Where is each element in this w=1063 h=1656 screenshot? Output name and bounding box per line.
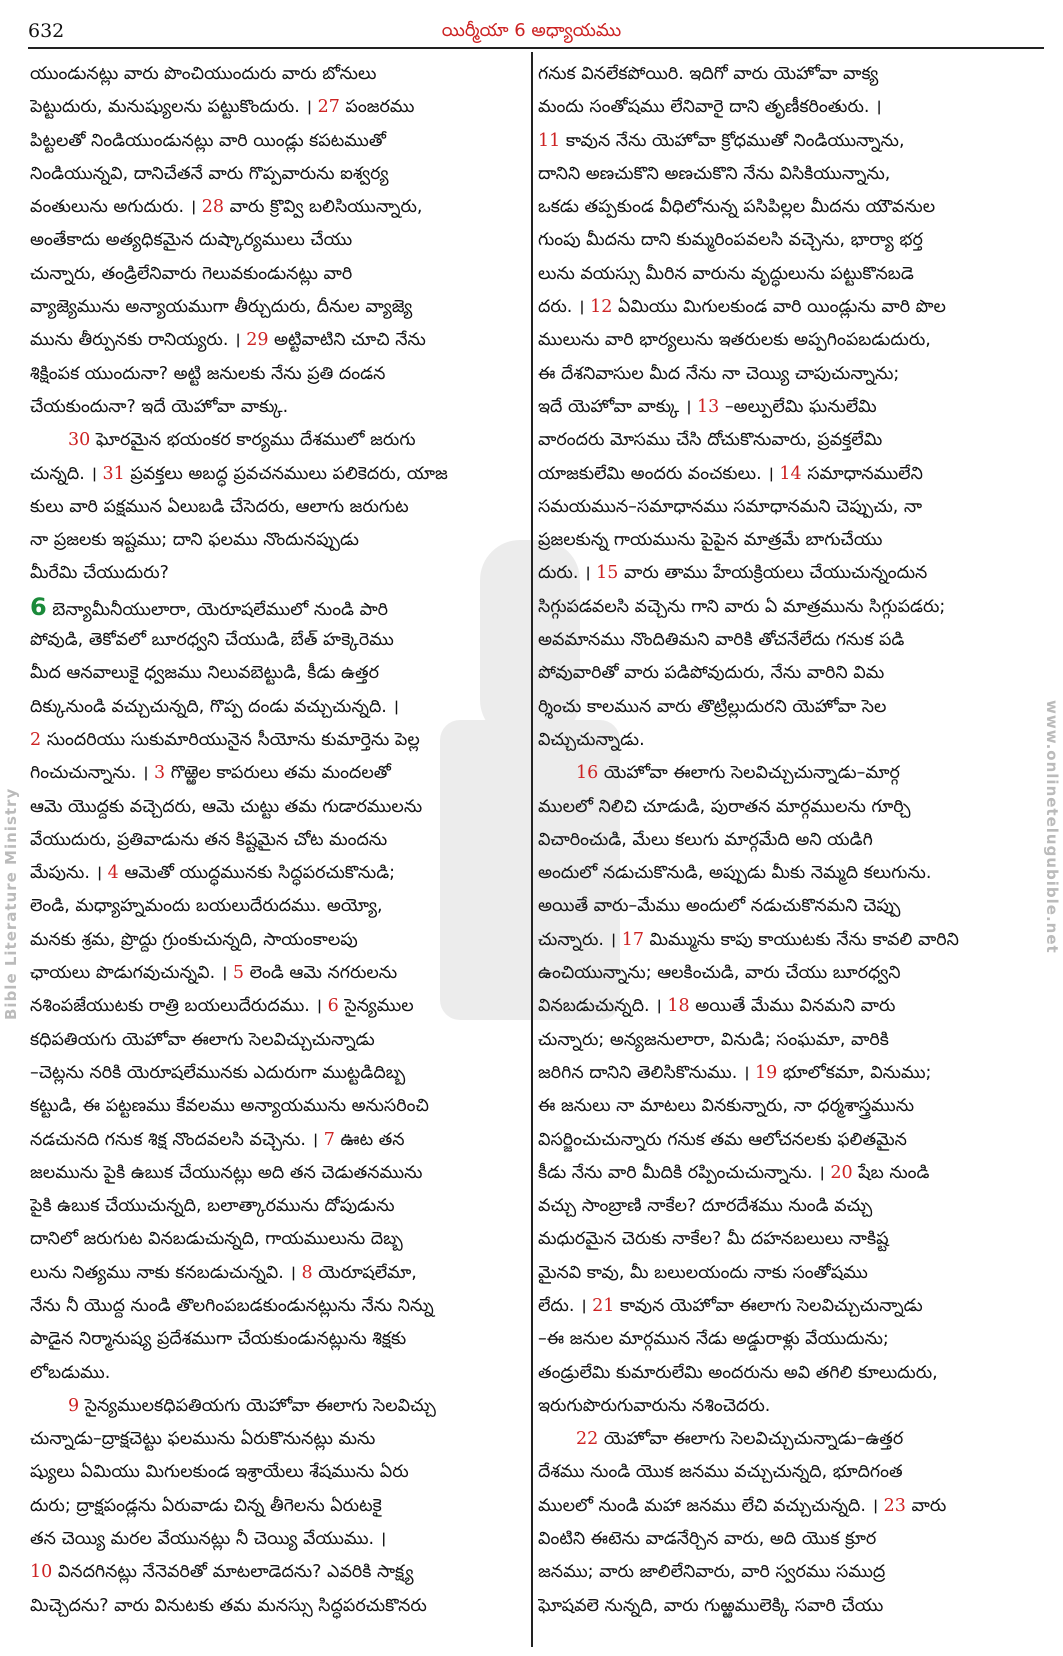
text-line	[30, 857, 530, 890]
line-text: ర్శించు కాలమున వారు తొట్రిల్లుదురని యెహోవా సెల	[538, 696, 887, 717]
text-line	[538, 391, 1038, 424]
line-text: కులు వారి పక్షమున ఏలుబడి చేసెదరు, ఆలాగు జరుగుట	[30, 496, 409, 517]
line-text: కధిపతియగు యెహోవా ఈలాగు సెలవిచ్చుచున్నాడు	[30, 1029, 375, 1050]
text-line	[30, 1157, 530, 1190]
line-text: ఏమియు మిగులకుండ వారి యిండ్లును వారి పొల	[612, 297, 946, 318]
text-line	[30, 191, 530, 224]
text-line	[538, 1423, 1038, 1456]
line-text: అయితే మేము వినమని వారు	[689, 996, 896, 1017]
text-line	[538, 1456, 1038, 1489]
line-text: సుందరియు సుకుమారియునైన సీయోను కుమార్తెను పెల్ల	[41, 729, 420, 750]
text-line	[538, 1223, 1038, 1256]
line-text: ఈ జనులు నా మాటలు వినకున్నారు, నా ధర్మశాస్త్రమును	[538, 1096, 915, 1117]
line-text: యెరూషలేమా,	[312, 1262, 417, 1283]
text-line	[30, 1257, 530, 1290]
line-text: వేయుదురు, ప్రతివాడును తన కిష్టమైన చోట మందను	[30, 829, 388, 850]
line-text: ఘోషవలె నున్నది, వారు గుఱ్ఱములెక్కి సవారి చేయు	[538, 1595, 884, 1616]
text-line	[538, 424, 1038, 457]
line-text: విచ్చుచున్నాడు.	[538, 729, 645, 750]
text-line	[30, 1590, 530, 1623]
line-text: వారు	[905, 1495, 947, 1516]
line-text: చున్నారు, తండ్రిలేనివారు గెలువకుండునట్లు వారి	[30, 263, 353, 284]
line-text: అంతేకాదు అత్యధికమైన దుష్కార్యములు చేయు	[30, 230, 353, 251]
line-text: తండ్రులేమి కుమారులేమి అందరును అవి తగిలి కూలుదురు,	[538, 1362, 938, 1383]
text-line	[538, 957, 1038, 990]
header-divider	[28, 47, 1044, 49]
verse-number: 29	[246, 330, 269, 351]
line-text: జనము; వారు జాలిలేనివారు, వారి స్వరము సముద్ర	[538, 1562, 886, 1583]
side-label-left: Bible Literature Ministry	[2, 787, 20, 1020]
line-text: ములలో నుండి మహా జనము లేచి వచ్చుచున్నది. ।	[538, 1495, 884, 1516]
line-text: పాడైన నిర్మానుష్య ప్రదేశముగా చేయకుండునట్లును శిక్షకు	[30, 1329, 407, 1350]
line-text: విసర్జించుచున్నారు గనుక తమ ఆలోచనలకు ఫలితమైన	[538, 1129, 907, 1150]
line-text: కట్టుడి, ఈ పట్టణము కేవలము అన్యాయమును అనుసరించి	[30, 1096, 429, 1117]
text-line	[538, 1323, 1038, 1356]
text-line	[538, 724, 1038, 757]
text-line	[30, 58, 530, 91]
line-text: ఛాయలు పొడుగవుచున్నవి. ।	[30, 963, 233, 984]
line-text: చున్నది. ।	[30, 463, 103, 484]
chapter-title: యిర్మీయా 6 అధ్యాయము	[441, 20, 622, 41]
line-text: పోవుడి, తెకోవలో బూరధ్వని చేయుడి, బేత్ హక్కెరెము	[30, 630, 394, 651]
text-line	[30, 1057, 530, 1090]
text-line	[30, 890, 530, 923]
text-line	[30, 1357, 530, 1390]
line-text: వారు క్రొవ్వి బలిసియున్నారు,	[224, 197, 423, 218]
text-line	[30, 1456, 530, 1489]
line-text: –అల్పులేమి ఘనులేమి	[719, 396, 877, 417]
verse-number: 30	[68, 430, 91, 451]
line-text: ఊట తన	[334, 1129, 405, 1150]
line-text: వచ్చు సాంబ్రాణి నాకేల? దూరదేశము నుండి వచ్చు	[538, 1196, 873, 1217]
text-line	[538, 1490, 1038, 1523]
text-line	[30, 691, 530, 724]
text-line	[538, 591, 1038, 624]
side-label-right: www.onlinetelugubible.net	[1043, 700, 1061, 954]
text-line	[30, 1290, 530, 1323]
line-text: అయితే వారు–మేము అందులో నడుచుకొనమని చెప్పు	[538, 896, 901, 917]
line-text: చున్నాడు–ద్రాక్షచెట్టు ఫలమును ఏరుకొనునట్లు మను	[30, 1429, 376, 1450]
line-text: యెహోవా ఈలాగు సెలవిచ్చుచున్నాడు–ఉత్తర	[598, 1429, 904, 1450]
text-line	[30, 291, 530, 324]
line-text: లెండి ఆమె నగరులను	[244, 963, 398, 984]
text-line	[30, 557, 530, 590]
text-line	[30, 1024, 530, 1057]
text-line	[30, 1556, 530, 1589]
text-line	[538, 691, 1038, 724]
line-text: పెట్టుదురు, మనుష్యులను పట్టుకొందురు. ।	[30, 97, 318, 118]
line-text: ములలో నిలిచి చూడుడి, పురాతన మార్గములను గూర్చి	[538, 796, 911, 817]
line-text: దానిలో జరుగుట వినబడుచున్నది, గాయములును దెబ్బ	[30, 1229, 403, 1250]
line-text: లెండి, మధ్యాహ్నమందు బయలుదేరుదము. అయ్యో,	[30, 896, 383, 917]
line-text: చున్నారు; అన్యజనులారా, వినుడి; సంఘమా, వారికి	[538, 1029, 889, 1050]
line-text: అట్టివాటిని చూచి నేను	[268, 330, 426, 351]
line-text: తన చెయ్యి మరల వేయునట్లు నీ చెయ్యి వేయుము. ।	[30, 1529, 387, 1550]
line-text: ములును వారి భార్యలును ఇతరులకు అప్పగింపబడుదురు,	[538, 330, 931, 351]
text-line	[538, 1357, 1038, 1390]
line-text: –చెట్లను నరికి యెరూషలేమునకు ఎదురుగా ముట్టడిదిబ్బ	[30, 1062, 406, 1083]
line-text: దురు; ద్రాక్షపండ్లను ఏరువాడు చిన్న తీగెలను ఏరుటకై	[30, 1495, 382, 1516]
line-text: మనకు శ్రమ, ప్రొద్దు గ్రుంకుచున్నది, సాయంకాలపు	[30, 929, 358, 950]
text-line	[30, 757, 530, 790]
text-line	[538, 1124, 1038, 1157]
line-text: వారు తాము హేయక్రియలు చేయుచున్నందున	[618, 563, 928, 584]
verse-number: 22	[576, 1429, 599, 1450]
line-text: దరు. ।	[538, 297, 591, 318]
text-line	[538, 1190, 1038, 1223]
line-text: సైన్యముల	[338, 996, 414, 1017]
line-text: వినబడుచున్నది. ।	[538, 996, 668, 1017]
text-line	[30, 324, 530, 357]
line-text: మిమ్మును కాపు కాయుటకు నేను కావలి వారిని	[643, 929, 959, 950]
text-line	[538, 224, 1038, 257]
line-text: పోవువారితో వారు పడిపోవుదురు, నేను వారిని విమ	[538, 663, 885, 684]
line-text: విచారించుడి, మేలు కలుగు మార్గమేది అని యడిగి	[538, 829, 873, 850]
verse-number: 18	[667, 996, 690, 1017]
text-line	[30, 258, 530, 291]
line-text: దురు. ।	[538, 563, 597, 584]
line-text: గుంపు మీదను దాని కుమ్మరింపవలసి వచ్చెను, భార్యా భర్త	[538, 230, 923, 251]
line-text: గించుచున్నాను. ।	[30, 763, 155, 784]
line-text: వంతులును అగుదురు. ।	[30, 197, 202, 218]
verse-number: 3	[154, 763, 166, 784]
text-line	[538, 1390, 1038, 1423]
line-text: పంజరము	[339, 97, 415, 118]
line-text: యాజకులేమి అందరు వంచకులు. ।	[538, 463, 780, 484]
text-line	[538, 324, 1038, 357]
page-number: 632	[28, 20, 65, 42]
verse-number: 9	[68, 1395, 80, 1416]
line-text: వినదగినట్లు నేనెవరితో మాటలాడెదను? ఎవరికి సాక్ష్య	[52, 1562, 414, 1583]
line-text: కీడు నేను వారి మీదికి రప్పించుచున్నాను. ।	[538, 1162, 831, 1183]
text-line	[538, 824, 1038, 857]
line-text: జరిగిన దానిని తెలిసికొనుము. ।	[538, 1062, 756, 1083]
line-text: లును నిత్యము నాకు కనబడుచున్నవి. ।	[30, 1262, 302, 1283]
page-header	[0, 0, 1063, 44]
text-line	[538, 191, 1038, 224]
line-text: యెహోవా ఈలాగు సెలవిచ్చుచున్నాడు–మార్గ	[598, 763, 900, 784]
line-text: మీరేమి చేయుదురు?	[30, 563, 169, 584]
text-line	[538, 757, 1038, 790]
verse-number: 27	[317, 97, 340, 118]
line-text: వ్యాజ్యెమును అన్యాయముగా తీర్చుదురు, దీనుల వ్యాజ్యె	[30, 297, 413, 318]
line-text: నిండియున్నవి, దానిచేతనే వారు గొప్పవారును ఐశ్వర్య	[30, 163, 389, 184]
line-text: ఆమెతో యుద్ధమునకు సిద్ధపరచుకొనుడి;	[118, 863, 396, 884]
text-line	[538, 524, 1038, 557]
text-line	[538, 1523, 1038, 1556]
text-line	[538, 624, 1038, 657]
verse-number: 20	[830, 1162, 853, 1183]
line-text: భూలోకమా, వినుము;	[777, 1062, 932, 1083]
line-text: గొఱ్ఱెల కాపరులు తమ మందలతో	[165, 763, 391, 784]
text-line	[538, 158, 1038, 191]
line-text: యుండునట్లు వారు పొంచియుందురు వారు బోనులు	[30, 64, 377, 84]
text-line	[30, 657, 530, 690]
line-text: అవమానము నొందితిమని వారికి తోచనేలేదు గనుక పడి	[538, 630, 905, 651]
line-text: బెన్యామీనీయులారా, యెరూషలేములో నుండి పారి	[46, 599, 388, 620]
line-text: చేయకుందునా? ఇదే యెహోవా వాక్కు.	[30, 396, 289, 417]
line-text: మీద ఆనవాలుకై ధ్వజము నిలువబెట్టుడి, కీడు ఉత్తర	[30, 663, 379, 684]
line-text: అందులో నడుచుకొనుడి, అప్పుడు మీకు నెమ్మది కలుగును.	[538, 863, 932, 884]
line-text: ప్రవక్తలు అబద్ధ ప్రవచనములు పలికెదరు, యాజ	[124, 463, 448, 484]
text-line	[30, 1124, 530, 1157]
text-line	[30, 1490, 530, 1523]
verse-number: 8	[301, 1262, 313, 1283]
text-line	[30, 624, 530, 657]
verse-number: 7	[323, 1129, 335, 1150]
text-line	[538, 1590, 1038, 1623]
verse-number: 17	[621, 929, 644, 950]
verse-number: 11	[538, 130, 561, 151]
line-text: శిక్షింపక యుందునా? అట్టి జనులకు నేను ప్రతి దండన	[30, 363, 386, 384]
verse-number: 19	[755, 1062, 778, 1083]
line-text: జలమును పైకి ఉబుక చేయునట్లు అది తన చెడుతనమును	[30, 1162, 423, 1183]
text-line	[538, 1057, 1038, 1090]
text-line	[30, 1423, 530, 1456]
line-text: దేశము నుండి యొక జనము వచ్చుచున్నది, భూదిగంత	[538, 1462, 903, 1483]
right-column	[538, 58, 1038, 1643]
text-line	[30, 424, 530, 457]
text-line	[538, 291, 1038, 324]
verse-number: 6	[327, 996, 339, 1017]
text-line	[538, 890, 1038, 923]
line-text: ప్రజలకున్న గాయమును పైపైన మాత్రమే బాగుచేయు	[538, 530, 883, 551]
text-line	[30, 791, 530, 824]
text-line	[30, 491, 530, 524]
text-line	[30, 1223, 530, 1256]
text-line	[30, 591, 530, 624]
text-line	[538, 1290, 1038, 1323]
line-text: మును తీర్పునకు రానియ్యరు. ।	[30, 330, 247, 351]
verse-number: 14	[779, 463, 802, 484]
verse-number: 15	[596, 563, 619, 584]
line-text: గనుక వినలేకపోయిరి. ఇదిగో వారు యెహోవా వాక్య	[538, 64, 879, 84]
column-divider	[531, 52, 533, 1647]
line-text: ఘోరమైన భయంకర కార్యము దేశములో జరుగు	[90, 430, 416, 451]
verse-number: 28	[201, 197, 225, 218]
line-text: నేను నీ యొద్ద నుండి తొలగింపబడకుండునట్లును నేను నిన్ను	[30, 1295, 434, 1316]
text-line	[538, 657, 1038, 690]
line-text: కావున నేను యెహోవా క్రోధముతో నిండియున్నాను,	[560, 130, 905, 151]
verse-number: 21	[592, 1295, 615, 1316]
line-text: దిక్కునుండి వచ్చుచున్నది, గొప్ప దండు వచ్చుచున్నది. ।	[30, 696, 400, 717]
verse-number: 12	[590, 297, 613, 318]
line-text: పైకి ఉబుక చేయుచున్నది, బలాత్కారమును దోపుడును	[30, 1196, 395, 1217]
line-text: మైనవి కావు, మీ బలులయందు నాకు సంతోషము	[538, 1262, 868, 1283]
line-text: దానిని అణచుకొని అణచుకొని నేను విసికియున్నాను,	[538, 163, 891, 184]
line-text: నశింపజేయుటకు రాత్రి బయలుదేరుదము. ।	[30, 996, 328, 1017]
text-line	[30, 125, 530, 158]
text-line	[30, 824, 530, 857]
text-line	[538, 857, 1038, 890]
verse-number: 23	[883, 1495, 906, 1516]
line-text: మేపును. ।	[30, 863, 108, 884]
text-line	[538, 358, 1038, 391]
verse-number: 13	[697, 396, 720, 417]
verse-number: 2	[30, 729, 42, 750]
text-line	[30, 1090, 530, 1123]
verse-number: 16	[576, 763, 599, 784]
line-text: మిచ్చెదను? వారు వినుటకు తమ మనస్సు సిద్ధపరచుకొనరు	[30, 1595, 427, 1616]
text-line	[30, 990, 530, 1023]
line-text: నడచునది గనుక శిక్ష నొందవలసి వచ్చెను. ।	[30, 1129, 324, 1150]
line-text: నా ప్రజలకు ఇష్టము; దాని ఫలము నొందునప్పుడు	[30, 530, 359, 551]
line-text: ఉంచియున్నాను; ఆలకించుడి, వారు చేయు బూరధ్వని	[538, 963, 901, 984]
text-line	[538, 58, 1038, 91]
line-text: లేదు. ।	[538, 1295, 593, 1316]
text-line	[538, 491, 1038, 524]
line-text: ఈ దేశనివాసుల మీద నేను నా చెయ్యి చాపుచున్నాను;	[538, 363, 900, 384]
line-text: సమాధానములేని	[801, 463, 923, 484]
text-line	[538, 91, 1038, 124]
line-text: ఒకడు తప్పకుండ వీధిలోనున్న పసిపిల్లల మీదను యౌవనుల	[538, 197, 936, 218]
text-line	[30, 1523, 530, 1556]
line-text: సైన్యములకధిపతియగు యెహోవా ఈలాగు సెలవిచ్చు	[79, 1395, 436, 1416]
text-line	[30, 458, 530, 491]
verse-number: 31	[102, 463, 125, 484]
text-line	[538, 1157, 1038, 1190]
line-text: ఆమె యొద్దకు వచ్చెదరు, ఆమె చుట్టు తమ గుడారములను	[30, 796, 423, 817]
verse-number: 4	[107, 863, 119, 884]
text-line	[538, 1556, 1038, 1589]
line-text: –ఈ జనుల మార్గమున నేడు అడ్డురాళ్లు వేయుదును;	[538, 1329, 889, 1350]
text-line	[30, 224, 530, 257]
line-text: షేబ నుండి	[852, 1162, 930, 1183]
line-text: వారందరు మోసము చేసి దోచుకొనువారు, ప్రవక్తలేమి	[538, 430, 883, 451]
text-line	[30, 358, 530, 391]
text-line	[538, 557, 1038, 590]
line-text: సిగ్గుపడవలసి వచ్చెను గాని వారు ఏ మాత్రమును సిగ్గుపడరు;	[538, 596, 946, 617]
verse-number: 5	[232, 963, 245, 984]
line-text: మందు సంతోషము లేనివారై దాని తృణీకరింతురు. ।	[538, 97, 882, 118]
text-line	[538, 1257, 1038, 1290]
text-line	[538, 125, 1038, 158]
text-line	[30, 1190, 530, 1223]
text-line	[30, 91, 530, 124]
line-text: ఇరుగుపొరుగువారును నశించెదరు.	[538, 1395, 771, 1416]
text-line	[30, 957, 530, 990]
text-line	[30, 724, 530, 757]
line-text: చున్నారు. ।	[538, 929, 622, 950]
text-line	[538, 924, 1038, 957]
line-text: వింటిని ఈటెను వాడనేర్చిన వారు, అది యొక క్రూర	[538, 1529, 877, 1550]
text-line	[538, 1090, 1038, 1123]
verse-number: 10	[30, 1562, 53, 1583]
line-text: లోబడుము.	[30, 1362, 111, 1383]
text-line	[30, 391, 530, 424]
chapter-number: 6	[30, 592, 47, 621]
text-line	[538, 1024, 1038, 1057]
line-text: కావున యెహోవా ఈలాగు సెలవిచ్చుచున్నాడు	[614, 1295, 923, 1316]
text-line	[538, 791, 1038, 824]
left-column	[30, 58, 530, 1643]
text-line	[30, 1390, 530, 1423]
line-text: ఇదే యెహోవా వాక్కు ।	[538, 396, 698, 417]
text-line	[30, 524, 530, 557]
text-line	[538, 258, 1038, 291]
text-line	[30, 924, 530, 957]
text-line	[30, 1323, 530, 1356]
line-text: పిట్టలతో నిండియుండునట్లు వారి యిండ్లు కపటముతో	[30, 130, 386, 151]
line-text: ష్యులు ఏమియు మిగులకుండ ఇశ్రాయేలు శేషమును ఏరు	[30, 1462, 409, 1483]
line-text: మధురమైన చెరుకు నాకేల? మీ దహనబలులు నాకిష్ట	[538, 1229, 889, 1250]
text-line	[30, 158, 530, 191]
line-text: లును వయస్సు మీరిన వారును వృద్ధులును పట్టుకొనబడె	[538, 263, 914, 284]
line-text: సమయమున–సమాధానము సమాధానమని చెప్పుచు, నా	[538, 496, 923, 517]
text-line	[538, 458, 1038, 491]
text-line	[538, 990, 1038, 1023]
